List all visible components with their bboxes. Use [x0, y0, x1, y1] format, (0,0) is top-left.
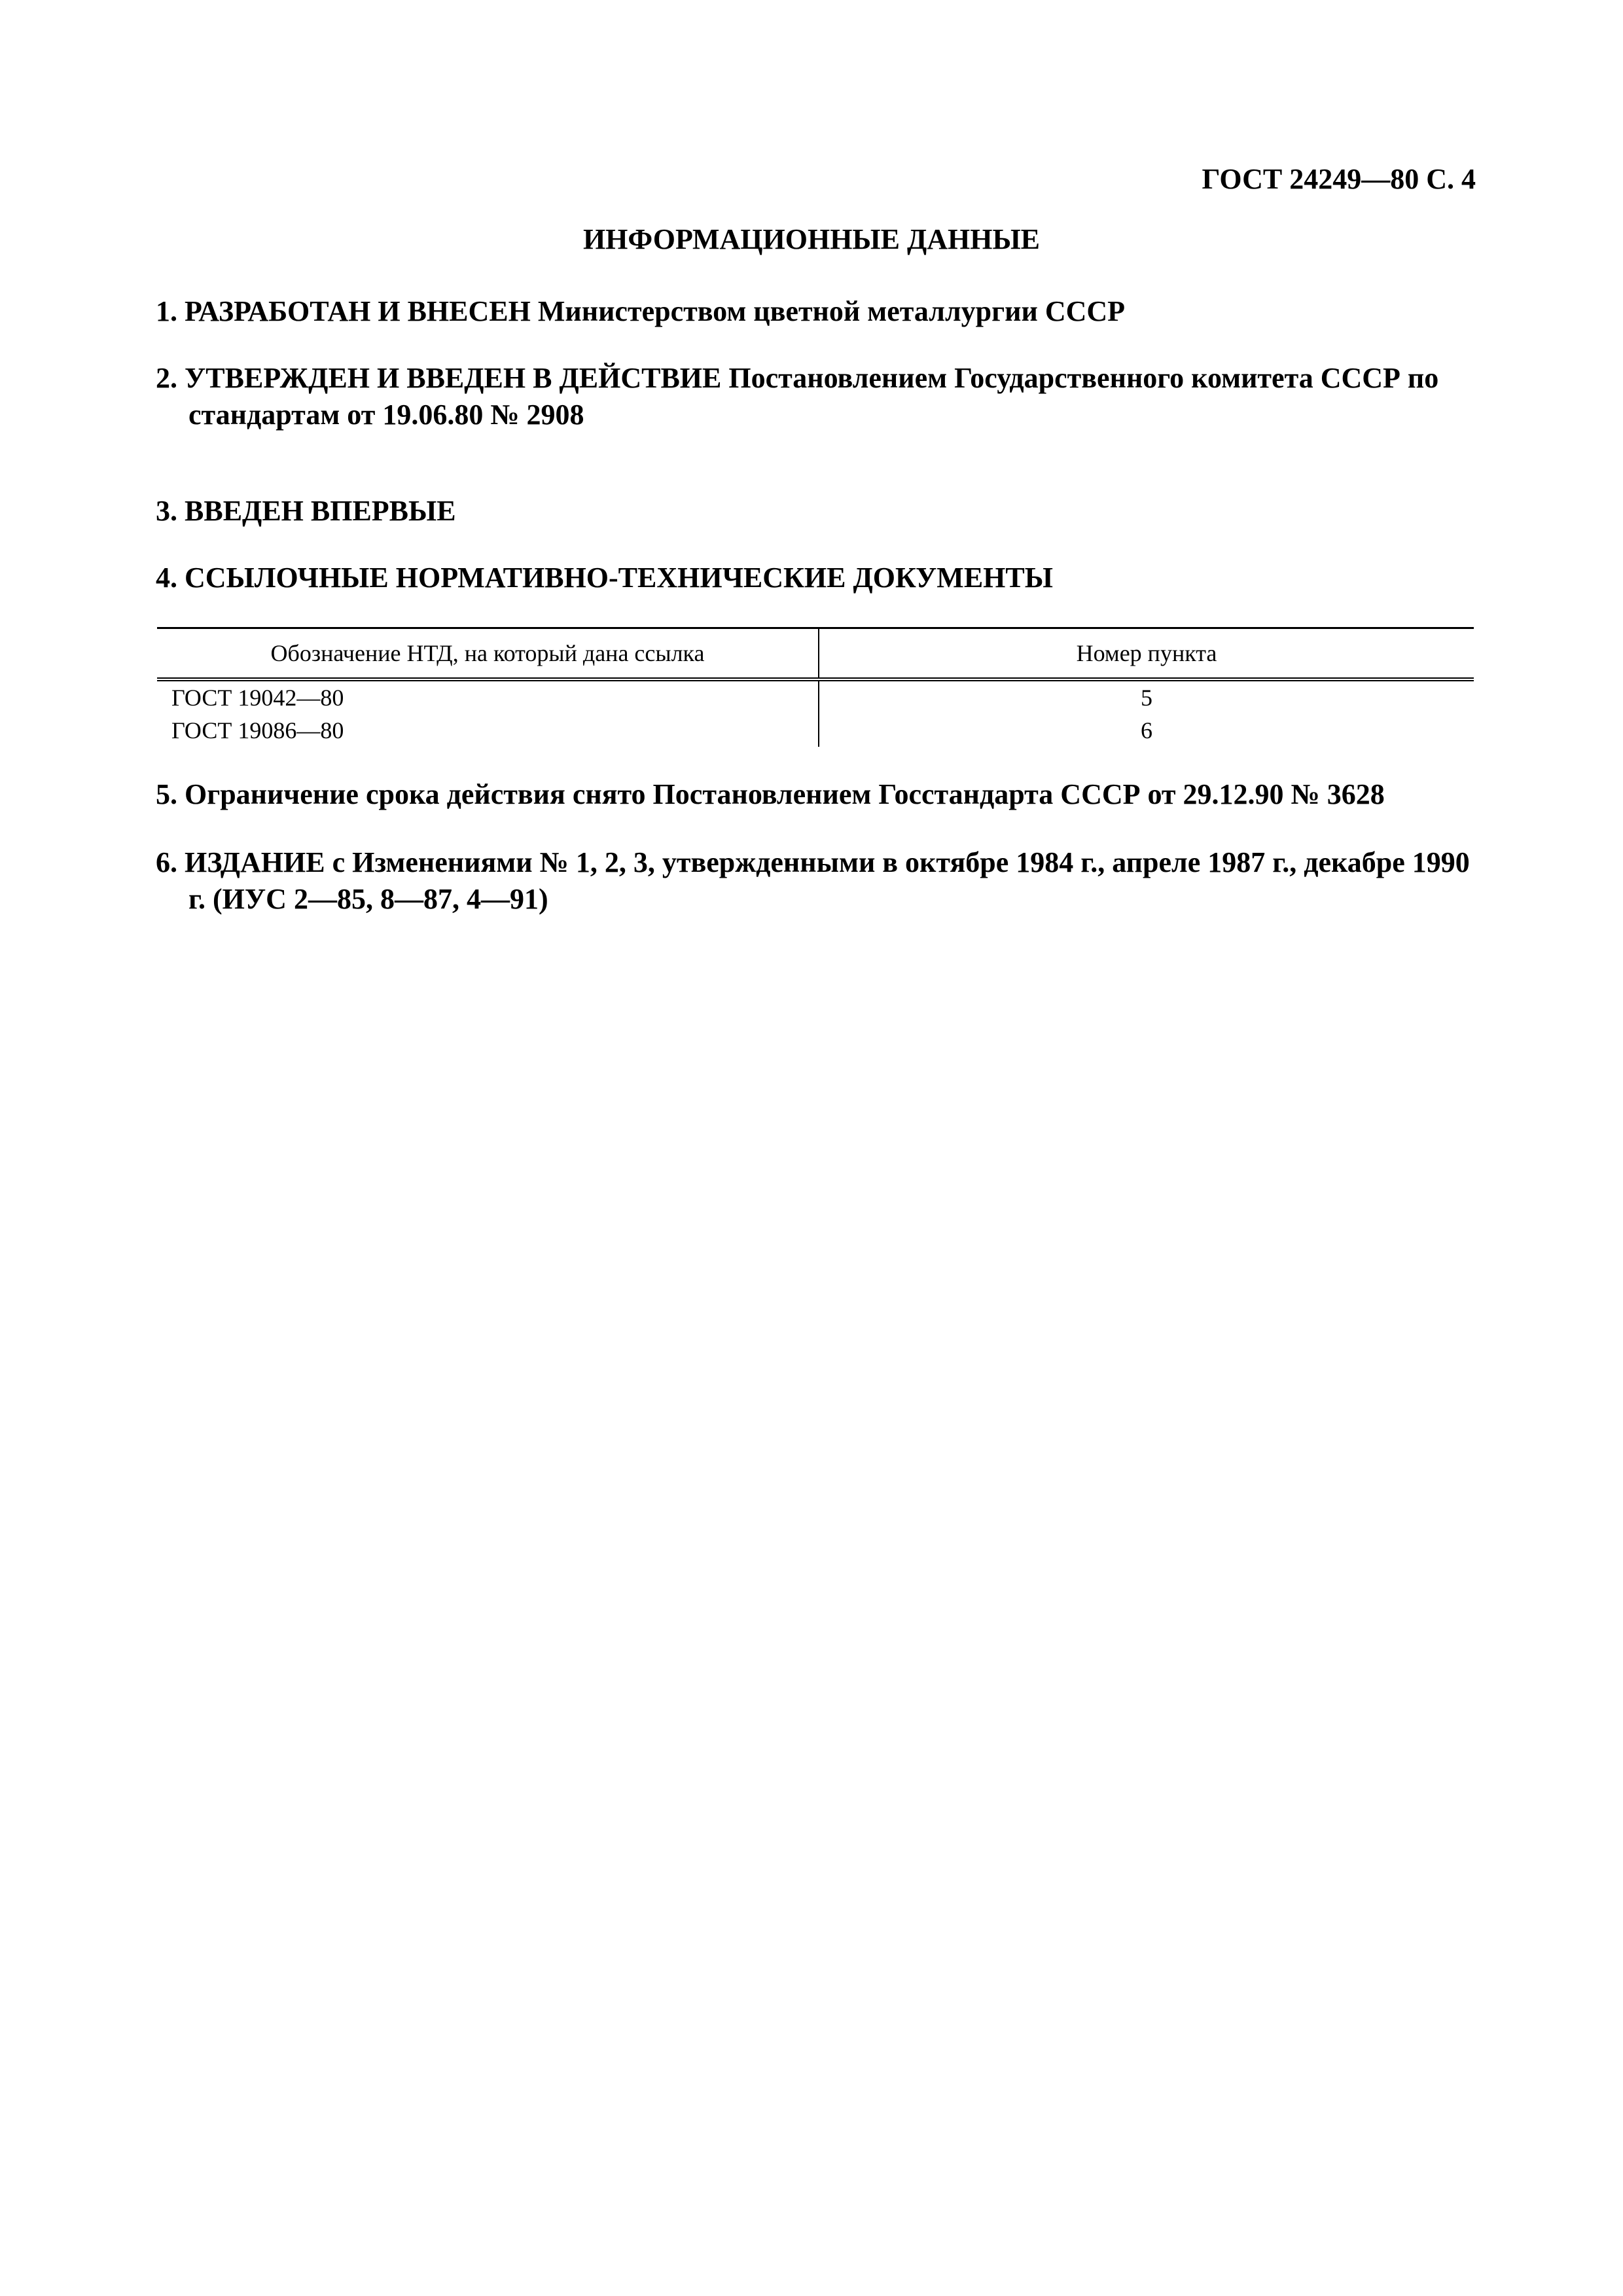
header-clause-number: Номер пункта — [819, 628, 1474, 680]
item-text: Ограничение срока действия снято Постановлением Госстандарта СССР от 29.12.90 № 3628 — [185, 778, 1385, 810]
info-item-4 — [156, 560, 1474, 596]
info-item-1 — [156, 293, 1474, 330]
item-text: РАЗРАБОТАН И ВНЕСЕН Министерством цветной металлургии СССР — [185, 295, 1126, 327]
header-ntd: Обозначение НТД, на который дана ссылка — [157, 628, 819, 680]
info-item-2 — [156, 360, 1474, 433]
table-header-row — [157, 628, 1474, 680]
item-text: ИЗДАНИЕ с Изменениями № 1, 2, 3, утвержденными в октябре 1984 г., апреле 1987 г., декабре 1990 г. (ИУС 2—85, 8—87, 4—91) — [185, 846, 1470, 915]
item-number: 1. — [156, 295, 177, 327]
info-item-3 — [156, 493, 1474, 529]
item-text: ССЫЛОЧНЫЕ НОРМАТИВНО-ТЕХНИЧЕСКИЕ ДОКУМЕНТЫ — [185, 562, 1053, 594]
table-row — [157, 714, 1474, 747]
cell-ntd: ГОСТ 19042—80 — [157, 679, 819, 714]
item-number: 4. — [156, 562, 177, 594]
page-number: ГОСТ 24249—80 С. 4 — [1202, 163, 1476, 195]
item-number: 2. — [156, 362, 177, 394]
table-row — [157, 679, 1474, 714]
item-number: 6. — [156, 846, 177, 878]
item-number: 5. — [156, 778, 177, 810]
item-text: ВВЕДЕН ВПЕРВЫЕ — [185, 495, 456, 527]
cell-clause-number: 5 — [1141, 685, 1152, 711]
document-title: ИНФОРМАЦИОННЫЕ ДАННЫЕ — [582, 223, 1041, 255]
info-item-5 — [156, 776, 1474, 813]
item-text: УТВЕРЖДЕН И ВВЕДЕН В ДЕЙСТВИЕ Постановлением Государственного комитета СССР по стандартам от 19.06.80 № 2908 — [185, 362, 1439, 431]
cell-ntd: ГОСТ 19086—80 — [157, 714, 819, 747]
info-item-6 — [156, 844, 1474, 918]
item-number: 3. — [156, 495, 177, 527]
cell-clause-number: 6 — [1141, 717, 1152, 744]
reference-documents-table — [157, 627, 1474, 747]
